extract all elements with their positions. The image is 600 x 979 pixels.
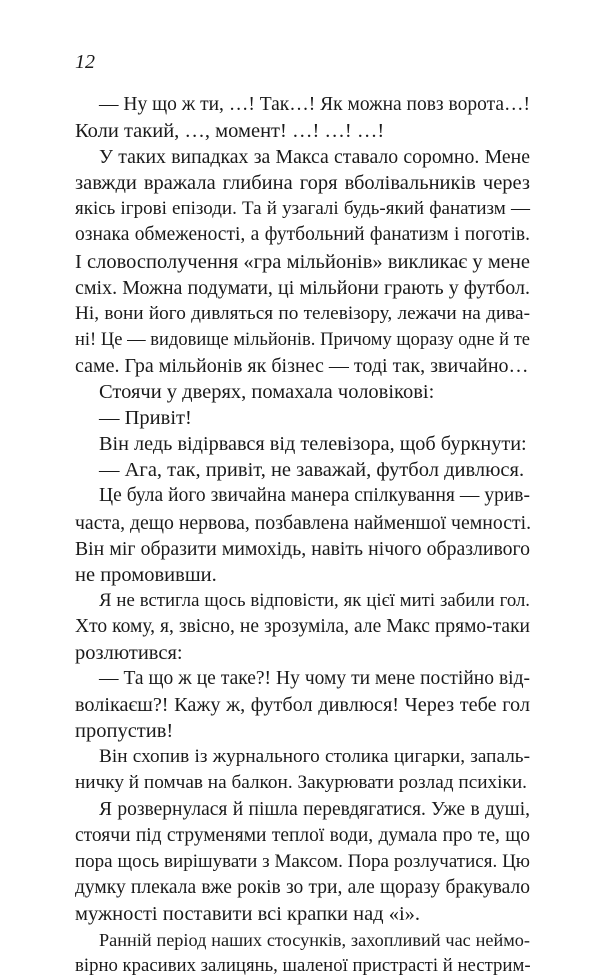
text-line: Ранній період наших стосунків, захопливий час неймо- <box>99 930 530 950</box>
text-line: Він міг образити мимохідь, навіть нічого образливого <box>75 537 530 560</box>
text-line: Стоячи у дверях, помахала чоловікові: <box>99 381 435 404</box>
text-line: Хто кому, я, звісно, не зрозуміла, але Макс прямо-таки <box>75 615 530 637</box>
text-line: ознака обмеженості, а футбольний фанатизм і поготів. <box>75 224 530 246</box>
text-line: стоячи під струменями теплої води, думала про те, що <box>75 824 530 846</box>
text-line: розлютився: <box>75 641 183 664</box>
text-line: ні! Це — видовище мільйонів. Причому щоразу одне й те <box>75 329 530 350</box>
text-line: — Привіт! <box>99 407 192 430</box>
text-line: — Та що ж це таке?! Ну чому ти мене постійно від- <box>99 668 530 690</box>
text-line: ничку й помчав на балкон. Закурювати розлад психіки. <box>75 772 527 794</box>
text-line: пора щось вирішувати з Максом. Пора розлучатися. Цю <box>75 850 530 872</box>
page-number: 12 <box>75 51 95 73</box>
text-line: — Ага, так, привіт, не заважай, футбол дивлюся. <box>99 459 525 482</box>
text-line: Він ледь відірвався від телевізора, щоб буркнути: <box>99 433 527 456</box>
text-line: Я не встигла щось відповісти, як цієї миті забили гол. <box>99 589 530 611</box>
text-line: часта, дещо нервова, позбавлена найменшої чемності. <box>75 511 532 534</box>
text-line: завжди вражала глибина горя вболівальників через <box>75 172 530 195</box>
text-line: І словосполучення «гра мільйонів» викликає у мене <box>75 250 530 273</box>
text-line: Ні, вони його дивляться по телевізору, лежачи на дива- <box>75 302 530 324</box>
text-line: саме. Гра мільйонів як бізнес — тоді так, звичайно… <box>75 354 529 377</box>
text-line: Він схопив із журнального столика цигарки, запаль- <box>99 746 530 768</box>
text-line: якісь ігрові епізоди. Та й узагалі будь-який фанатизм — <box>75 198 530 220</box>
text-line: Я розвернулася й пішла перевдягатися. Уже в душі, <box>99 798 530 820</box>
text-line: Це була його звичайна манера спілкування — урив- <box>99 485 530 507</box>
text-line: — Ну що ж ти, …! Так…! Як можна повз ворота…! <box>99 94 530 115</box>
body-text <box>75 92 530 979</box>
text-line: не промовивши. <box>75 563 217 586</box>
text-line: волікаєш?! Кажу ж, футбол дивлюся! Через тебе гол <box>75 694 530 717</box>
text-line: пропустив! <box>75 720 174 743</box>
text-line: У таких випадках за Макса ставало соромно. Мене <box>99 146 530 169</box>
text-line: Коли такий, …, момент! …! …! …! <box>75 120 385 143</box>
text-line: думку плекала вже років зо три, але щоразу бракувало <box>75 876 530 898</box>
text-line: сміх. Можна подумати, ці мільйони грають у футбол. <box>75 276 530 299</box>
text-line: мужності поставити всі крапки над «і». <box>75 902 421 925</box>
text-line: вірно красивих залицянь, шаленої пристрасті й нестрим- <box>75 955 531 977</box>
